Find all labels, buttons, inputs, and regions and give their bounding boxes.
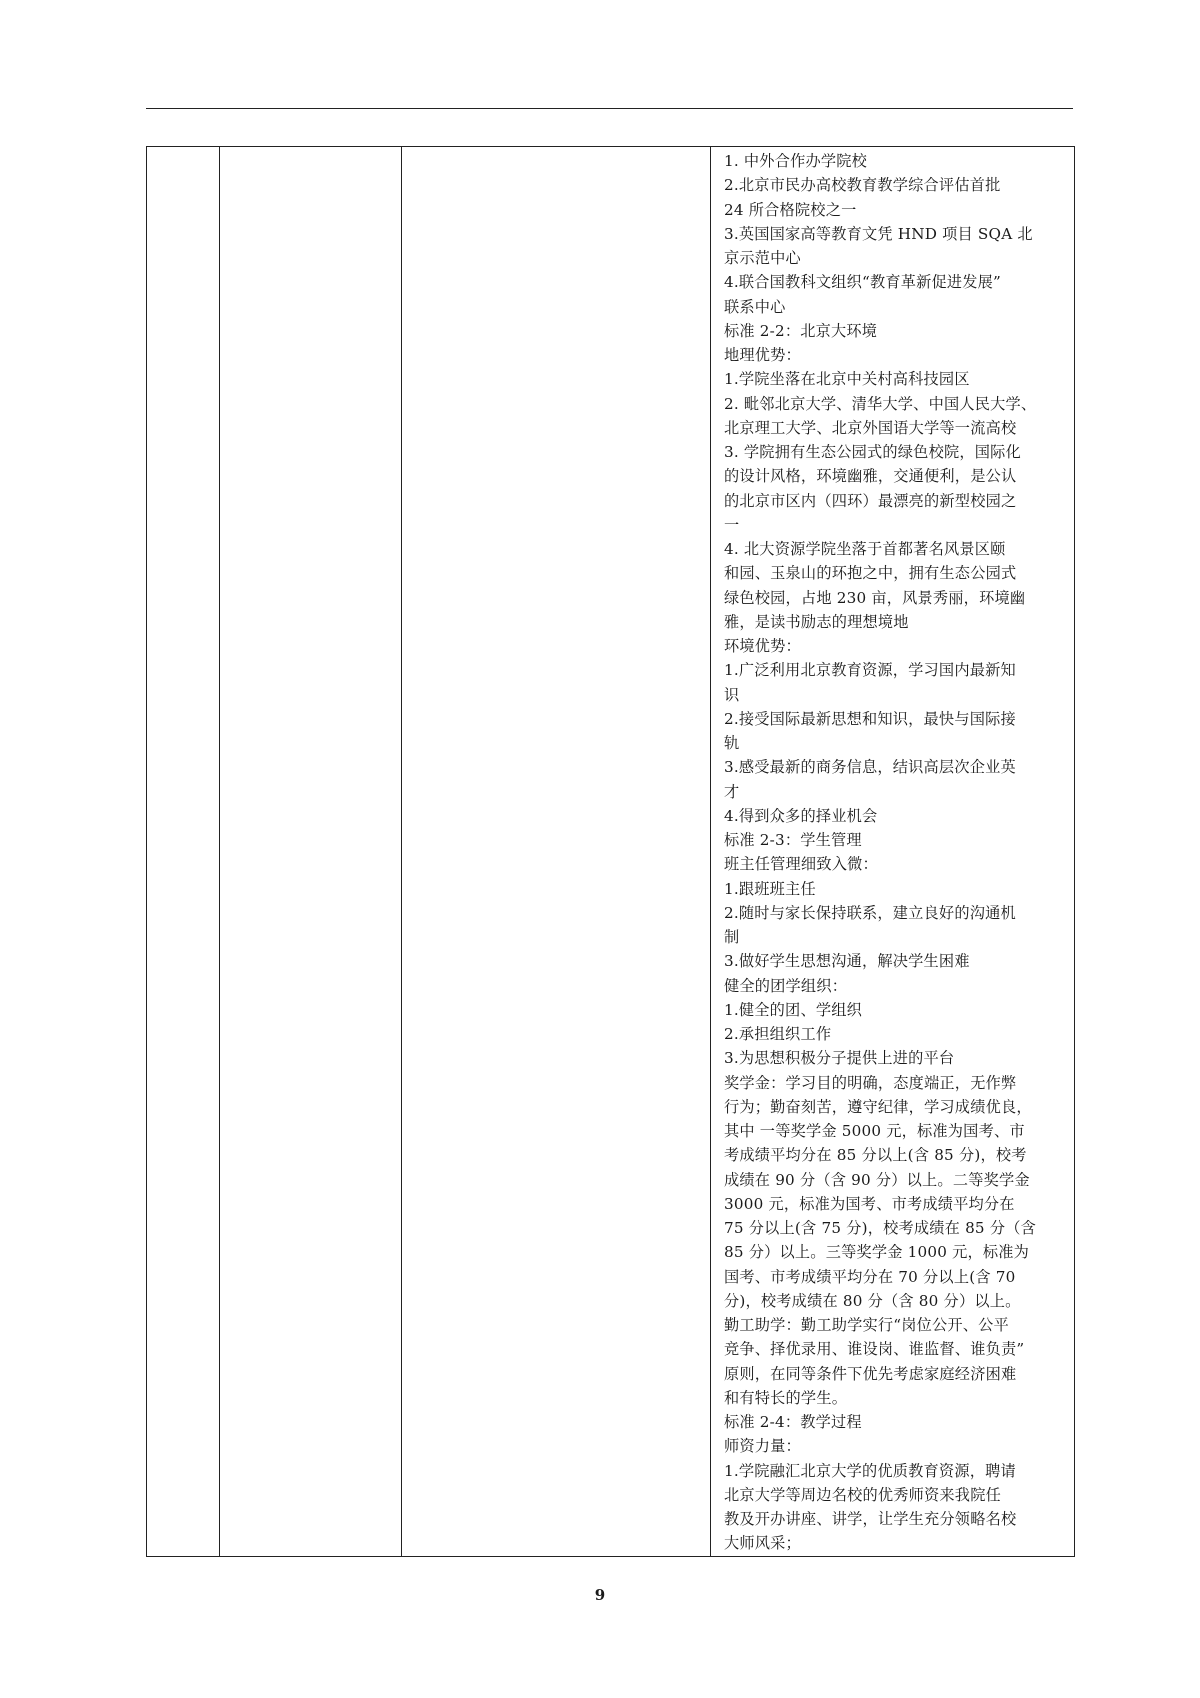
cell-text-line: 1. 中外合作办学院校 xyxy=(724,152,868,170)
table-column-divider xyxy=(401,147,402,1556)
cell-text-line: 竞争、择优录用、谁设岗、谁监督、谁负责” xyxy=(724,1340,1025,1359)
cell-text-line: 75 分以上(含 75 分)，校考成绩在 85 分（含 xyxy=(724,1219,1036,1237)
table-column-divider xyxy=(219,147,220,1556)
cell-text-line: 3.感受最新的商务信息，结识高层次企业英 xyxy=(724,758,1016,777)
table-cell-description xyxy=(724,147,1065,1556)
cell-text-line: 雅，是读书励志的理想境地 xyxy=(724,612,909,631)
cell-text-line: 标准 2-2：北京大环境 xyxy=(724,321,878,340)
cell-text-line: 才 xyxy=(724,782,740,801)
cell-text-line: 教及开办讲座、讲学，让学生充分领略名校 xyxy=(724,1510,1017,1528)
cell-text-line: 2.接受国际最新思想和知识，最快与国际接 xyxy=(724,709,1016,728)
cell-text-line: 成绩在 90 分（含 90 分）以上。二等奖学金 xyxy=(724,1170,1030,1189)
cell-text-line: 4.联合国教科文组织“教育革新促进发展” xyxy=(724,273,1002,292)
cell-text-line: 3.英国国家高等教育文凭 HND 项目 SQA 北 xyxy=(724,224,1033,243)
cell-text-line: 绿色校园，占地 230 亩，风景秀丽，环境幽 xyxy=(724,588,1026,607)
cell-text-line: 的北京市区内（四环）最漂亮的新型校园之 xyxy=(724,491,1017,510)
cell-text-line: 联系中心 xyxy=(724,297,786,316)
cell-text-line: 3.做好学生思想沟通，解决学生困难 xyxy=(724,952,970,971)
cell-text-line: 1.跟班班主任 xyxy=(724,879,816,898)
header-rule xyxy=(146,108,1073,109)
cell-text-line: 85 分）以上。三等奖学金 1000 元，标准为 xyxy=(724,1243,1030,1262)
cell-text-line: 分)，校考成绩在 80 分（含 80 分）以上。 xyxy=(724,1291,1021,1310)
cell-text-line: 4.得到众多的择业机会 xyxy=(724,806,878,825)
cell-text-line: 北京理工大学、北京外国语大学等一流高校 xyxy=(724,418,1017,437)
cell-text-line: 2.随时与家长保持联系，建立良好的沟通机 xyxy=(724,903,1016,922)
cell-text-line: 2. 毗邻北京大学、清华大学、中国人民大学、 xyxy=(724,394,1037,413)
cell-text-line: 环境优势： xyxy=(724,637,801,655)
cell-text-line: 奖学金：学习目的明确，态度端正，无作弊 xyxy=(724,1073,1017,1092)
content-table xyxy=(146,146,1075,1557)
cell-text-line: 标准 2-3：学生管理 xyxy=(724,831,862,849)
cell-text-line: 2.北京市民办高校教育教学综合评估首批 xyxy=(724,176,1001,195)
cell-text-line: 其中 一等奖学金 5000 元，标准为国考、市 xyxy=(724,1122,1025,1140)
page-number: 9 xyxy=(594,1586,606,1604)
cell-text-line: 班主任管理细致入微： xyxy=(724,855,878,874)
cell-text-line: 北京大学等周边名校的优秀师资来我院任 xyxy=(724,1485,1001,1504)
cell-text-line: 和园、玉泉山的环抱之中，拥有生态公园式 xyxy=(724,564,1017,583)
cell-text-line: 的设计风格，环境幽雅，交通便利，是公认 xyxy=(724,467,1017,486)
cell-text-line: 1.广泛利用北京教育资源，学习国内最新知 xyxy=(724,661,1016,680)
cell-text-line: 地理优势： xyxy=(724,346,801,364)
cell-text-line: 标准 2-4：教学过程 xyxy=(724,1413,862,1431)
cell-text-line: 2.承担组织工作 xyxy=(724,1025,832,1043)
cell-text-line: 1.学院坐落在北京中关村高科技园区 xyxy=(724,370,970,389)
cell-text-line: 国考、市考成绩平均分在 70 分以上(含 70 xyxy=(724,1267,1016,1286)
cell-text-line: 4. 北大资源学院坐落于首都著名风景区颐 xyxy=(724,540,1006,558)
cell-text-line: 师资力量： xyxy=(724,1437,801,1456)
cell-text-line: 3000 元，标准为国考、市考成绩平均分在 xyxy=(724,1194,1015,1213)
cell-text-line: 24 所合格院校之一 xyxy=(724,200,857,219)
cell-text-line: 识 xyxy=(724,685,740,704)
cell-text-line: 3. 学院拥有生态公园式的绿色校院，国际化 xyxy=(724,443,1021,461)
cell-text-line: 一 xyxy=(724,515,740,534)
cell-text-line: 1.健全的团、学组织 xyxy=(724,1000,862,1019)
cell-text-line: 原则，在同等条件下优先考虑家庭经济困难 xyxy=(724,1364,1017,1383)
cell-text-line: 勤工助学：勤工助学实行“岗位公开、公平 xyxy=(724,1316,1009,1334)
cell-text-line: 1.学院融汇北京大学的优质教育资源，聘请 xyxy=(724,1461,1016,1480)
table-column-divider xyxy=(710,147,711,1556)
cell-text-line: 和有特长的学生。 xyxy=(724,1388,848,1407)
cell-text-line: 健全的团学组织： xyxy=(724,976,848,995)
cell-text-line: 大师风采； xyxy=(724,1534,801,1553)
cell-text-line: 3.为思想积极分子提供上进的平台 xyxy=(724,1049,955,1068)
cell-text-line: 制 xyxy=(724,928,740,946)
cell-text-line: 轨 xyxy=(724,734,740,752)
cell-text-line: 考成绩平均分在 85 分以上(含 85 分)，校考 xyxy=(724,1146,1027,1165)
cell-text-line: 行为；勤奋刻苦，遵守纪律，学习成绩优良， xyxy=(724,1097,1032,1116)
cell-text-line: 京示范中心 xyxy=(724,249,801,267)
